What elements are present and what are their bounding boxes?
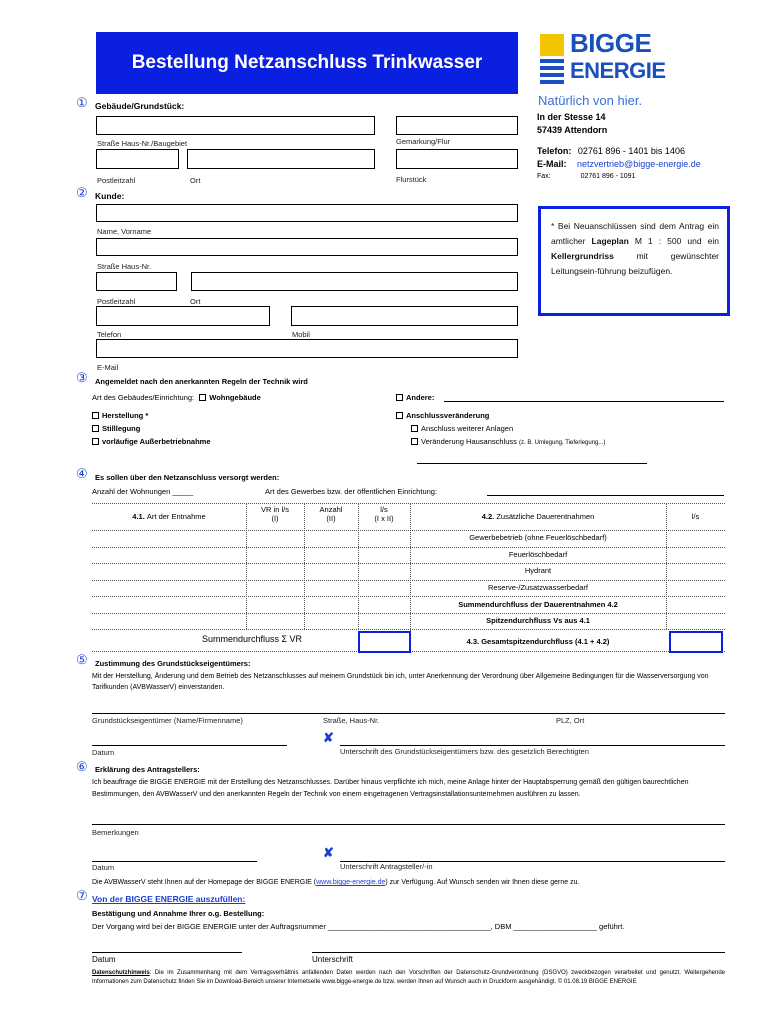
address-phone <box>537 146 685 156</box>
phone-label: Telefon: <box>537 146 572 156</box>
note-bold-1: Lageplan <box>591 236 629 246</box>
section-6-title: Erklärung des Antragstellers: <box>95 765 200 774</box>
email-field-label: E-Mail <box>97 363 119 372</box>
row-spitzendurchfluss: Spitzendurchfluss Vs aus 4.1 <box>486 616 590 625</box>
remarks-label: Bemerkungen <box>92 828 139 837</box>
mobile-input[interactable] <box>291 306 518 326</box>
anschluss-checkbox[interactable] <box>396 412 403 419</box>
email-label: E-Mail: <box>537 159 567 169</box>
logo-icon <box>538 32 570 88</box>
veraenderung-checkbox[interactable] <box>411 438 418 445</box>
street-label: Straße Haus-Nr./Baugebiet <box>97 139 188 148</box>
veraenderung-line[interactable] <box>417 463 647 464</box>
applicant-date-label: Datum <box>92 863 115 872</box>
logo-line1: BIGGE <box>570 28 652 58</box>
name-label: Name, Vorname <box>97 227 152 236</box>
page-title: Bestellung Netzanschluss Trinkwasser <box>96 32 518 94</box>
total-peak-input[interactable] <box>669 631 723 653</box>
col-anzahl-header: Anzahl (II) <box>319 505 343 523</box>
avb-link[interactable]: www.bigge-energie.de <box>316 879 386 886</box>
section-5-number: ⑤ <box>76 652 88 667</box>
andere-label: Andere: <box>406 393 435 402</box>
note-text-1: * Bei Neuanschlüssen sind dem Antrag ein amtlicher <box>551 221 719 246</box>
signature-cross-icon: ✘ <box>323 730 334 745</box>
andere-checkbox[interactable] <box>396 394 403 401</box>
stilllegung-label: Stilllegung <box>102 424 141 433</box>
herstellung-row <box>92 411 148 420</box>
plz-label: Postleitzahl <box>97 176 136 185</box>
section-7-subtitle: Bestätigung und Annahme Ihrer o.g. Bestellung: <box>92 909 265 918</box>
note-bold-2: Kellergrundriss <box>551 251 614 261</box>
logo-line2: ENERGIE <box>570 58 666 83</box>
flurstueck-label: Flurstück <box>396 175 427 184</box>
applicant-date-line[interactable] <box>92 861 257 862</box>
remarks-line[interactable] <box>92 824 725 825</box>
row-summendurchfluss-dauer: Summendurchfluss der Dauerentnahmen 4.2 <box>458 600 618 609</box>
andere-line[interactable] <box>444 401 724 402</box>
vorlaeufig-label: vorläufige Außerbetriebnahme <box>102 437 211 446</box>
owner-plz-label: PLZ, Ort <box>556 716 585 725</box>
note-text-2: M 1 : 500 und ein <box>634 236 719 246</box>
name-input[interactable] <box>96 204 518 222</box>
address-email <box>537 159 701 169</box>
phone-value: 02761 896 - 1401 bis 1406 <box>577 146 685 156</box>
veraenderung-label: Veränderung Hausanschluss <box>421 437 517 446</box>
bigge-signature-label: Unterschrift <box>312 955 353 964</box>
section-2-number: ② <box>76 185 88 200</box>
owner-street-label: Straße, Haus-Nr. <box>323 716 380 725</box>
fax-label: Fax: <box>537 173 551 180</box>
anschluss-row <box>396 411 489 420</box>
street-input[interactable] <box>96 116 375 135</box>
email-input[interactable] <box>96 339 518 358</box>
privacy-notice <box>92 969 725 986</box>
bigge-date-line[interactable] <box>92 952 242 953</box>
owner-label: Grundstückseigentümer (Name/Firmenname) <box>92 716 243 725</box>
section-3-number: ③ <box>76 370 88 385</box>
wohngebaeude-label: Wohngebäude <box>209 393 261 402</box>
owner-signature-line[interactable] <box>340 745 725 746</box>
col-entnahme-header: 4.1. Art der Entnahme <box>132 512 206 521</box>
owner-line[interactable] <box>92 713 725 714</box>
section-4-number: ④ <box>76 466 88 481</box>
customer-street-label: Straße Haus-Nr. <box>97 262 152 271</box>
section-2-title: Kunde: <box>95 191 125 201</box>
stilllegung-row <box>92 424 140 433</box>
section-1-number: ① <box>76 95 88 110</box>
flurstueck-input[interactable] <box>396 149 518 169</box>
customer-plz-input[interactable] <box>96 272 177 291</box>
col-vr-header: VR in l/s (I) <box>261 505 289 523</box>
stilllegung-checkbox[interactable] <box>92 425 99 432</box>
building-type-label: Art des Gebäudes/Einrichtung: <box>92 393 195 402</box>
col-dauer-header: 4.2. Zusätzliche Dauerentnahmen <box>481 512 595 521</box>
veraenderung-hint: (z. B. Umlegung, Tieferlegung...) <box>519 440 606 446</box>
wohnungen-label: Anzahl der Wohnungen _____ <box>92 487 194 496</box>
signature-cross-icon-2: ✘ <box>323 845 334 860</box>
anschluss-label: Anschlussveränderung <box>406 411 490 420</box>
gewerbe-line[interactable] <box>487 495 724 496</box>
row-hydrant: Hydrant <box>524 566 552 575</box>
veraenderung-row <box>411 437 605 446</box>
email-link[interactable]: netzvertrieb@bigge-energie.de <box>577 159 701 169</box>
herstellung-checkbox[interactable] <box>92 412 99 419</box>
row-gesamtspitzendurchfluss: 4.3. Gesamtspitzendurchfluss (4.1 + 4.2) <box>466 637 610 646</box>
vorlaeufig-checkbox[interactable] <box>92 438 99 445</box>
customer-ort-label: Ort <box>190 297 201 306</box>
attachment-note <box>538 206 730 316</box>
building-type-row <box>92 393 261 402</box>
section-7-text: Der Vorgang wird bei der BIGGE ENERGIE unter der Auftragsnummer _______________________________________, DBM ____________________ geführt. <box>92 922 625 931</box>
company-logo <box>538 30 678 90</box>
customer-street-input[interactable] <box>96 238 518 256</box>
logo-slogan: Natürlich von hier. <box>538 93 643 108</box>
col-ls2-header: l/s <box>691 512 700 521</box>
section-7-title: Von der BIGGE ENERGIE auszufüllen: <box>92 894 246 904</box>
section-4-title: Es sollen über den Netzanschluss versorgt werden: <box>95 473 280 482</box>
avb-text-pre: Die AVBWasserV steht Ihnen auf der Homepage der BIGGE ENERGIE ( <box>92 879 317 886</box>
weitere-checkbox[interactable] <box>411 425 418 432</box>
fax-value: 02761 896 - 1091 <box>580 173 636 180</box>
bigge-signature-line[interactable] <box>312 952 725 953</box>
owner-signature-label: Unterschrift des Grundstückseigentümers bzw. des gesetzlich Berechtigten <box>340 747 589 756</box>
row-gewerbebetrieb: Gewerbebetrieb (ohne Feuerlöschbedarf) <box>469 533 607 542</box>
customer-ort-input[interactable] <box>191 272 518 291</box>
address-street: In der Stesse 14 <box>537 112 606 122</box>
sum-vr-input[interactable] <box>358 631 411 653</box>
plz-input[interactable] <box>96 149 179 169</box>
col-ls-header: l/s (I x II) <box>374 505 394 523</box>
gewerbe-label: Art des Gewerbes bzw. der öffentlichen Einrichtung: <box>265 487 438 496</box>
avb-note <box>92 879 579 886</box>
row-feuerloeschbedarf: Feuerlöschbedarf <box>508 550 568 559</box>
customer-plz-label: Postleitzahl <box>97 297 136 306</box>
section-3-title: Angemeldet nach den anerkannten Regeln der Technik wird <box>95 377 308 386</box>
note-text-3: mit gewünschter Leitungsein-führung beizufügen. <box>551 251 719 276</box>
section-6-text: Ich beauftrage die BIGGE ENERGIE mit der Erstellung des Netzanschlusses. Darüber hinaus verpflichte ich mich, meine Anlage hinter der Hauptabsperrung gemäß den gültigen baurechtlichen Bestimmungen, den AVBWasserV und den anerkannten Regeln der Technik von einem eingetragenen Vertragsinstallationsunternehmen ausführen zu lassen. <box>92 779 689 798</box>
wohngebaeude-checkbox[interactable] <box>199 394 206 401</box>
section-5-text: Mit der Herstellung, Änderung und dem Betrieb des Netzanschlusses auf meinem Grundstück bin ich, unter Anerkennung der Verordnung über Allgemeine Bedingungen für die Wasserversorgung von Tarifkunden (AVBWasserV) einverstanden. <box>92 673 709 691</box>
address-fax <box>537 173 635 180</box>
privacy-label: Datenschutzhinweis <box>92 970 150 976</box>
andere-row <box>396 393 434 402</box>
gemarkung-input[interactable] <box>396 116 518 135</box>
phone-input[interactable] <box>96 306 270 326</box>
section-6-number: ⑥ <box>76 759 88 774</box>
privacy-text: : Die im Zusammenhang mit dem Vertragsverhältnis anfallenden Daten werden nach den Vorschriften der Datenschutz-Grundverordnung (DSGVO) zweckbezogen verarbeitet und genutzt. Weitergehende Informationen zum Datenschutz finden Sie im Download-Bereich unserer Internetseite www.bigge-energie.de bzw. werden Ihnen auf Wunsch auch in Druckform ausgehändigt. © 01.08.19 BIGGE ENERGIE <box>92 970 725 985</box>
herstellung-label: Herstellung * <box>102 411 149 420</box>
section-1-title: Gebäude/Grundstück: <box>95 101 185 111</box>
weitere-label: Anschluss weiterer Anlagen <box>421 424 514 433</box>
ort-input[interactable] <box>187 149 375 169</box>
weitere-row <box>411 424 513 433</box>
owner-date-line[interactable] <box>92 745 287 746</box>
row-summe-vr: Summendurchfluss Σ VR <box>201 634 303 644</box>
ort-label: Ort <box>190 176 201 185</box>
avb-text-post: ) zur Verfügung. Auf Wunsch senden wir Ihnen diese gerne zu. <box>385 879 580 886</box>
phone-field-label: Telefon <box>97 330 122 339</box>
vorlaeufig-row <box>92 437 211 446</box>
applicant-signature-label: Unterschrift Antragsteller/-in <box>340 862 433 871</box>
section-5-title: Zustimmung des Grundstückseigentümers: <box>95 659 251 668</box>
row-reserve: Reserve-/Zusatzwasserbedarf <box>487 583 589 592</box>
section-7-number: ⑦ <box>76 888 88 903</box>
mobile-label: Mobil <box>292 330 310 339</box>
owner-date-label: Datum <box>92 748 115 757</box>
gemarkung-label: Gemarkung/Flur <box>396 137 451 146</box>
address-city: 57439 Attendorn <box>537 125 608 135</box>
bigge-date-label: Datum <box>92 955 116 964</box>
